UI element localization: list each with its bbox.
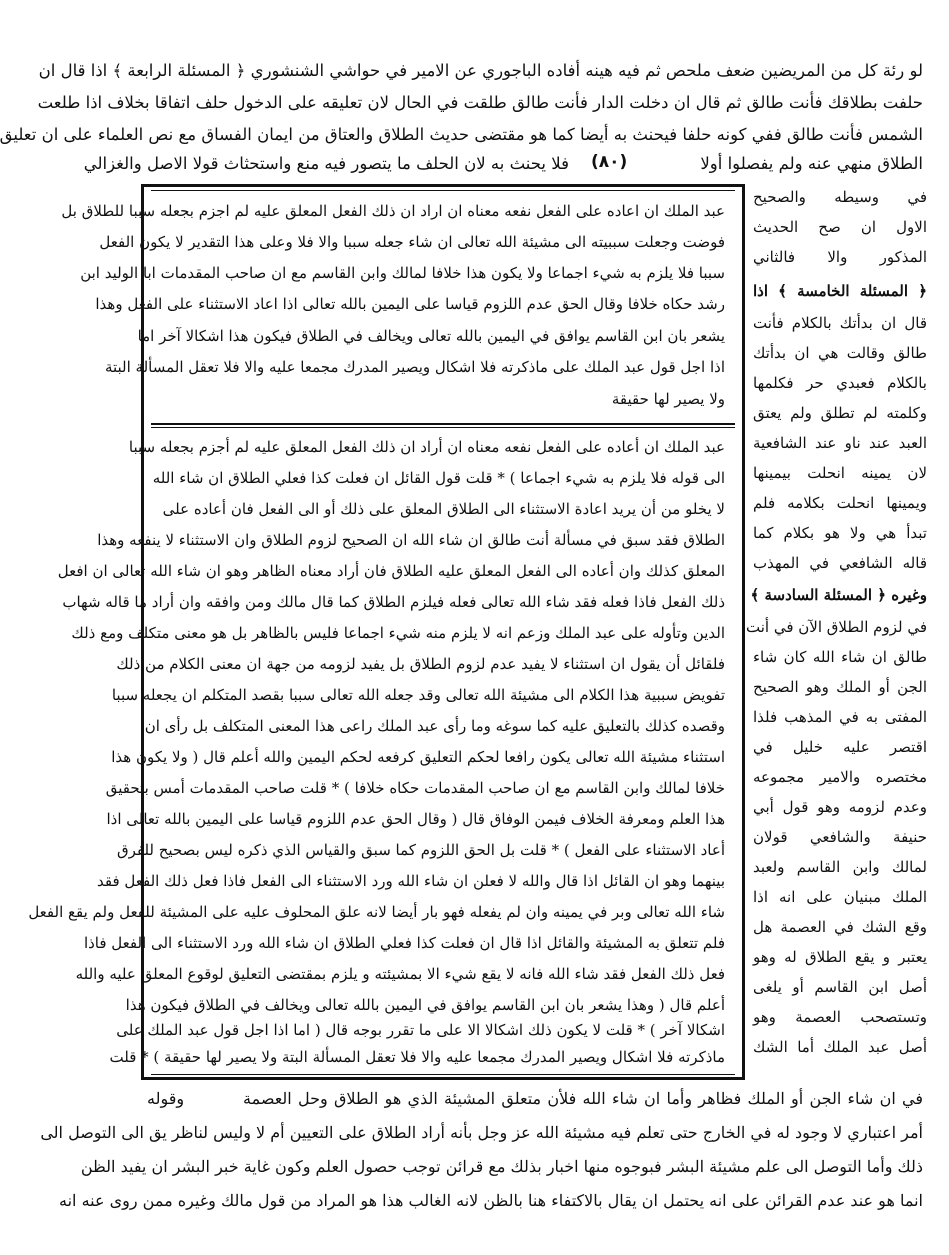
top-line-4-left: فلا يحنث به لان الحلف ما يتصور فيه منع واستحثاث قولا الاصل والغزالي: [83, 154, 569, 173]
lower-line: شاء الله تعالى وبر في يمينه وان لم يفعله فهو بار أيضا لانه علق المحلوف عليه على المشيئة للفعل ولم يقع الفعل: [28, 903, 725, 921]
upper-line: رشد حكاه خلافا وقال الحق عدم اللزوم قياسا على اليمين بالله تعالى اذا اعاد الاستثناء على الفعل وهذا: [95, 295, 725, 313]
lower-line: ماذكرته فلا اشكال ويصير المدرك مجمعا عليه والا فلا تعقل المسألة البتة ولا يصير لها حقيقة ) * قلت: [109, 1048, 725, 1066]
upper-line: عبد الملك ان اعاده على الفعل نفعه معناه ان اراد ان ذلك الفعل المعلق عليه لم اجزم بجعله سببا للطلاق بل: [61, 202, 725, 220]
upper-line: يشعر بان ابن القاسم يوافق في اليمين بالله تعالى ويخالف في الطلاق فيكون هذا اشكالا آخر اما: [137, 327, 725, 345]
side-line: مختصره والامير مجموعه: [753, 768, 927, 786]
lower-line: لا يخلو من أن يريد اعادة الاستثناء الى الطلاق المعلق على ذلك أو الى الفعل فان أعاده على: [162, 500, 725, 518]
top-line-4-right: الطلاق منهي عنه ولم يفصلوا أولا: [700, 154, 923, 173]
page-number: (٨٠): [591, 152, 628, 172]
side-line: وقع الشك في العصمة هل: [753, 918, 927, 936]
side-line: وعدم لزومه وهو قول أبي: [753, 798, 927, 816]
side-line-heading: ﴿ المسئلة الخامسة ﴾ اذا: [753, 282, 927, 300]
lower-line: تفويض سببية هذا الكلام الى مشيئة الله تعالى وقد جعله الله تعالى سببا بقصد المتكلم ان يجعله سببا: [111, 686, 725, 704]
lower-line: أعلم قال ( وهذا يشعر بان ابن القاسم يوافق في اليمين بالله تعالى ويخالف في الطلاق فيكون هذا: [125, 996, 725, 1014]
side-line: قال ان بدأتك بالكلام فأنت: [753, 314, 927, 332]
side-line: الجن أو الملك وهو الصحيح: [753, 678, 927, 696]
frame-rule-bottom: [151, 1074, 735, 1075]
side-line: المفتى به في المذهب فلذا: [753, 708, 927, 726]
side-line: يعتبر و يقع الطلاق له وهو: [753, 948, 927, 966]
top-line-3: الشمس فأنت طالق ففي كونه حلفا فيحنث به أيضا كما هو مقتضى حديث الطلاق والعتاق من ايمان الفساق مع نص العلماء على ان تعليق: [0, 125, 923, 144]
lower-line: الى قوله فلا يلزم به شيء اجماعا ) * قلت قول القائل ان فعلت كذا فعلي الطلاق ان شاء الله: [152, 469, 725, 487]
upper-line: فوضت وجعلت سببيته الى مشيئة الله تعالى ان شاء جعله سببا والا فلا وعلى هذا التقدير لا يكون الفعل: [99, 233, 725, 251]
bottom-line-1-left: وقوله: [147, 1089, 185, 1108]
side-line: لان يمينه انحلت بيمينها: [753, 464, 927, 482]
upper-line: سببا فلا يلزم به شيء اجماعا ولا يكون هذا خلافا لمالك وابن القاسم مع ان صاحب المقدمات ابا الوليد ابن: [80, 264, 725, 282]
upper-line: اذا اجل قول عبد الملك على ماذكرته فلا اشكال ويصير المدرك مجمعا عليه والا فلا تعقل المسألة البتة: [104, 358, 725, 376]
bottom-line-1-right: في ان شاء الجن أو الملك فظاهر وأما ان شاء الله فلأن متعلق المشيئة الذي هو الطلاق وحل العصمة: [243, 1089, 924, 1108]
lower-line: فلم تتعلق به المشيئة والقائل اذا قال ان فعلت كذا فعلي الطلاق ان شاء الله ورد الاستثناء الى الفعل فاذا: [83, 934, 725, 952]
side-line: لمالك وابن القاسم ولعبد: [753, 858, 927, 876]
side-line: قاله الشافعي في المهذب: [753, 554, 927, 572]
frame-divider: [151, 423, 735, 425]
lower-line: استثناء مشيئة الله تعالى يكون رافعا لحكم التعليق كرفعه لحكم اليمين والله أعلم قال ( ولا يكون هذا: [111, 748, 725, 766]
side-line: الملك مبنيان على انه اذا: [753, 888, 927, 906]
side-line-heading: وغيره ﴿ المسئلة السادسة ﴾: [750, 586, 927, 604]
side-line: حنيفة والشافعي قولان: [753, 828, 927, 846]
side-line: بالكلام فعبدي حر فكلمها: [753, 374, 927, 392]
side-line: وتستصحب العصمة وهو: [753, 1008, 927, 1026]
frame-divider-thin: [151, 427, 735, 428]
side-line: طالق وقالت هي ان بدأتك: [753, 344, 927, 362]
lower-line: عبد الملك ان أعاده على الفعل نفعه معناه ان أراد ان ذلك الفعل المعلق عليه لم أجزم بجعله سببا: [128, 438, 725, 456]
lower-line: المعلق كذلك وان أعاده الى الفعل المعلق عليه الطلاق فان أراد معناه الظاهر وهو ان شاء الله تعالى ان افعل: [57, 562, 725, 580]
bottom-line: انما هو عند عدم القرائن على انه يحتمل ان يقال بالاكتفاء هنا بالظن لانه الغالب هذا هو المراد من قول مالك وغيره ممن روى عنه انه: [59, 1191, 923, 1210]
side-line: في لزوم الطلاق الآن في أنت: [745, 618, 927, 636]
side-line: ويمينها انحلت بكلامه فلم: [753, 494, 927, 512]
side-line: أصل عبد الملك أما الشك: [753, 1038, 927, 1056]
side-line: الاول ان صح الحديث: [753, 218, 927, 236]
lower-line: خلافا لمالك وابن القاسم مع ان صاحب المقدمات حكاه خلافا ) * قلت صاحب المقدمات أمس بتحقيق: [105, 779, 725, 797]
side-line: تبدأ هي ولا هو بكلام كما: [753, 524, 927, 542]
lower-line: بينهما وهو ان القائل اذا قال والله لا فعلن ان شاء الله ورد الاستثناء الى الفعل فاذا فعل ذلك الفعل فقد: [97, 872, 725, 890]
lower-line: هذا العلم ومعرفة الخلاف فيمن الوفاق قال ( وقال الحق عدم اللزوم قياسا على اليمين بالله تعالى اذا: [106, 810, 725, 828]
lower-line: الدين وتأوله على عبد الملك وزعم انه لا يلزم منه شيء اجماعا فليس بالظاهر بل هو معنى متكلف ومع ذلك: [71, 624, 725, 642]
lower-line: فعل ذلك الفعل فقد شاء الله فانه لا يقع شيء الا بمشيئته و يلزم بمقتضى التعليق لوقوع المعلق عليه والله: [75, 965, 725, 983]
side-line: المذكور والا فالثاني: [753, 248, 927, 266]
frame-rule-top: [151, 190, 735, 191]
lower-line: ذلك الفعل فاذا فعله فقد شاء الله تعالى فعله فيلزم الطلاق كما قال مالك ومن وافقه وان أراد ما قاله شهاب: [62, 593, 725, 611]
lower-line: اشكالا آخر ) * قلت لا يكون ذلك اشكالا الا على ما تقرر بوجه قال ( اما اذا اجل قول عبد الملك على: [116, 1021, 725, 1039]
lower-line: وقصده كذلك بالتعليق عليه كما سوغه وما رأى عبد الملك راعى هذا المعنى المتكلف بل رأى ان: [144, 717, 725, 735]
upper-line: ولا يصير لها حقيقة: [611, 390, 725, 408]
bottom-line: ذلك وأما التوصل الى علم مشيئة البشر فبوجوه منها اخبار بذلك مع قرائن توجب حصول العلم وكون غاية خبر البشر ان يفيد الظن: [80, 1157, 923, 1176]
side-line: أصل ابن القاسم أو يلغى: [753, 978, 927, 996]
lower-line: الطلاق فقد سبق في مسألة أنت طالق ان شاء الله ان الصحيح لزوم الطلاق وان الاستثناء لا ينفعه وهذا: [97, 531, 725, 549]
side-line: اقتصر عليه خليل في: [753, 738, 927, 756]
side-line: في وسيطه والصحيح: [753, 188, 927, 206]
side-line: وكلمته لم تطلق ولم يعتق: [753, 404, 927, 422]
lower-line: فلقائل أن يقول ان استثناء لا يفيد عدم لزوم الطلاق بل يفيد لزومه من جهة ان معنى الكلام من ذلك: [116, 655, 725, 673]
bottom-line: أمر اعتباري لا وجود له في الخارج حتى تعلم فيه مشيئة الله عز وجل بأنه أراد الطلاق على التعيين أم لا وليس لناظر يق الى التوصل الى: [40, 1123, 923, 1142]
side-line: العبد عند ناو عند الشافعية: [753, 434, 927, 452]
top-line-1: لو رئة كل من المريضين ضعف ملحص ثم فيه هينه أفاده الباجوري عن الامير في حواشي الشنشوري ﴿ المسئلة الرابعة ﴾ اذا قال ان: [38, 61, 923, 80]
top-line-2: حلفت بطلاقك فأنت طالق ثم قال ان دخلت الدار فأنت طالق طلقت في الحال لان تعليقه على الدخول حلف اتفاقا بخلاف اذا طلعت: [37, 93, 923, 112]
lower-line: أعاد الاستثناء على الفعل ) * قلت بل الحق اللزوم كما سبق والقياس الذي ذكره ليس بصحيح للفرق: [116, 841, 725, 859]
side-line: طالق ان شاء الله كان شاء: [753, 648, 927, 666]
